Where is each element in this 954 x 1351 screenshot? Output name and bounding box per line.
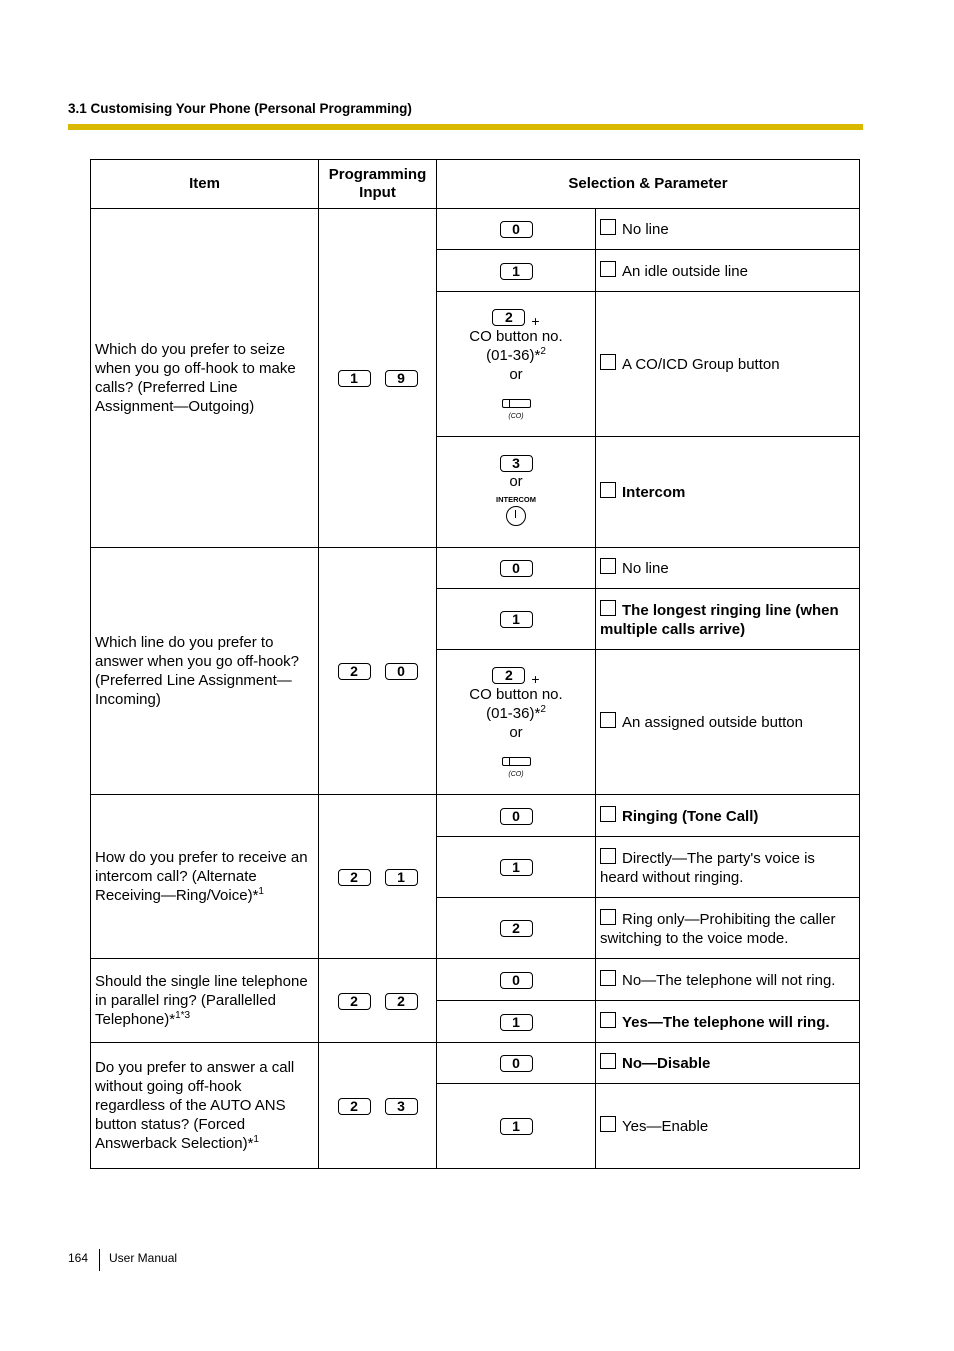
- programming-input: [319, 209, 437, 548]
- option-label: Intercom: [596, 437, 860, 548]
- checkbox-icon: [600, 261, 616, 277]
- key-button: 3: [500, 455, 533, 472]
- co-button-text: CO button no.: [469, 327, 563, 345]
- table-row: [91, 795, 860, 837]
- key-button: 2: [385, 993, 418, 1010]
- co-button-icon: (CO): [496, 752, 536, 779]
- intercom-button-icon: INTERCOM: [437, 495, 595, 531]
- item-description: How do you prefer to receive an intercom call? (Alternate Receiving—Ring/Voice)*$^1$: [91, 795, 319, 959]
- key-button: 0: [500, 560, 533, 577]
- programming-table: [90, 159, 860, 1169]
- column-header-item: Item: [91, 160, 319, 209]
- key-button: 1: [500, 1014, 533, 1031]
- checkbox-icon: [600, 600, 616, 616]
- option-label: No line: [596, 548, 860, 589]
- key-button: 1: [338, 370, 371, 387]
- option-label: A CO/ICD Group button: [596, 292, 860, 437]
- key-button: 0: [500, 1055, 533, 1072]
- checkbox-icon: [600, 1116, 616, 1132]
- column-header-selection: Selection & Parameter: [437, 160, 860, 209]
- or-text: or: [509, 473, 523, 490]
- key-button: 0: [500, 221, 533, 238]
- item-description: Which line do you prefer to answer when you go off-hook? (Preferred Line Assignment—Incoming): [91, 548, 319, 795]
- co-range-text: (01-36)*$^2$: [486, 703, 546, 722]
- item-description: Do you prefer to answer a call without going off-hook regardless of the AUTO ANS button status? (Forced Answerback Selection)*$^1$: [91, 1043, 319, 1169]
- footer-divider: [99, 1249, 100, 1271]
- option-label: An idle outside line: [596, 250, 860, 292]
- table-row: [91, 548, 860, 589]
- option-label: Ring only—Prohibiting the caller switching to the voice mode.: [596, 898, 860, 959]
- option-label: An assigned outside button: [596, 650, 860, 795]
- key-button: 1: [500, 859, 533, 876]
- key-button: 2: [500, 920, 533, 937]
- checkbox-icon: [600, 482, 616, 498]
- checkbox-icon: [600, 1053, 616, 1069]
- key-button: 0: [500, 808, 533, 825]
- table-header-row: [91, 160, 860, 209]
- option-label: No—The telephone will not ring.: [596, 959, 860, 1001]
- programming-input: [319, 959, 437, 1043]
- key-button: 2: [338, 993, 371, 1010]
- column-header-input: Programming Input: [319, 160, 437, 209]
- key-button: 2: [338, 1098, 371, 1115]
- option-label: Directly—The party's voice is heard without ringing.: [596, 837, 860, 898]
- key-button: 2: [338, 869, 371, 886]
- plus-sign: +: [531, 312, 540, 329]
- footer-label: User Manual: [109, 1251, 178, 1265]
- key-button: 3: [385, 1098, 418, 1115]
- co-range-text: (01-36)*$^2$: [486, 345, 546, 364]
- key-button: 1: [385, 869, 418, 886]
- key-button: 9: [385, 370, 418, 387]
- table-row: [91, 1043, 860, 1084]
- checkbox-icon: [600, 909, 616, 925]
- checkbox-icon: [600, 558, 616, 574]
- checkbox-icon: [600, 848, 616, 864]
- item-description: Which do you prefer to seize when you go off-hook to make calls? (Preferred Line Assignment—Outgoing): [91, 209, 319, 548]
- checkbox-icon: [600, 354, 616, 370]
- key-button: 1: [500, 611, 533, 628]
- or-text: or: [509, 723, 523, 741]
- checkbox-icon: [600, 970, 616, 986]
- option-label: The longest ringing line (when multiple calls arrive): [596, 589, 860, 650]
- key-button: 0: [385, 663, 418, 680]
- checkbox-icon: [600, 712, 616, 728]
- checkbox-icon: [600, 806, 616, 822]
- programming-input: [319, 795, 437, 959]
- option-label: Yes—The telephone will ring.: [596, 1001, 860, 1043]
- table-row: [91, 209, 860, 250]
- programming-input: [319, 548, 437, 795]
- item-description: Should the single line telephone in parallel ring? (Parallelled Telephone)*$^{1*3}$: [91, 959, 319, 1043]
- checkbox-icon: [600, 219, 616, 235]
- plus-sign: +: [531, 670, 540, 687]
- key-button: 1: [500, 1118, 533, 1135]
- or-text: or: [509, 365, 523, 383]
- page-number: 164: [68, 1251, 89, 1265]
- table-row: [91, 959, 860, 1001]
- option-label: No—Disable: [596, 1043, 860, 1084]
- key-button: 1: [500, 263, 533, 280]
- key-button: 0: [500, 972, 533, 989]
- option-label: Yes—Enable: [596, 1084, 860, 1169]
- option-label: Ringing (Tone Call): [596, 795, 860, 837]
- co-button-icon: (CO): [496, 394, 536, 421]
- key-button: 2: [492, 309, 525, 326]
- key-button: 2: [492, 667, 525, 684]
- section-title: 3.1 Customising Your Phone (Personal Programming): [68, 101, 412, 116]
- key-button: 2: [338, 663, 371, 680]
- header-rule: [68, 124, 863, 130]
- co-button-text: CO button no.: [469, 685, 563, 703]
- option-label: No line: [596, 209, 860, 250]
- programming-input: [319, 1043, 437, 1169]
- checkbox-icon: [600, 1012, 616, 1028]
